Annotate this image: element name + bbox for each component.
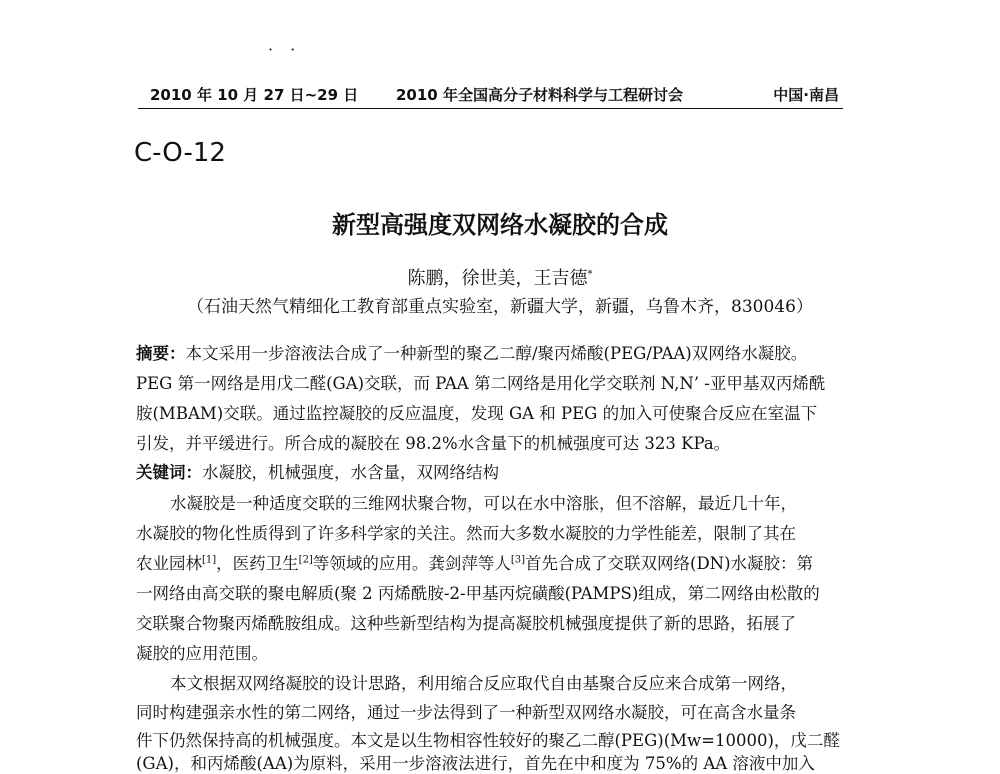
abstract-line-2: PEG 第一网络是用戊二醛(GA)交联，而 PAA 第二网络是用化学交联剂 N,N’ -亚甲基双丙烯酰	[136, 374, 826, 393]
body-p2-line-1: 本文根据双网络凝胶的设计思路，利用缩合反应取代自由基聚合反应来合成第一网络，	[170, 674, 797, 693]
body-p1-line-4: 一网络由高交联的聚电解质(聚 2 丙烯酰胺-2-甲基丙烷磺酸(PAMPS)组成，第二网络由松散的	[136, 584, 820, 603]
author-names: 陈鹏，徐世美，王吉德	[407, 268, 588, 289]
keywords	[136, 459, 856, 483]
body-p2-line-2: 同时构建强亲水性的第二网络，通过一步法得到了一种新型双网络水凝胶，可在高含水量条	[136, 703, 796, 722]
body-p1-text-b: ，医药卫生	[216, 554, 299, 573]
running-header	[138, 82, 843, 109]
abstract-line-3: 胺(MBAM)交联。通过监控凝胶的反应温度，发现 GA 和 PEG 的加入可使聚合反应在室温下	[136, 404, 818, 423]
paper-code: C-O-12	[134, 138, 226, 168]
paper-title: 新型高强度双网络水凝胶的合成	[332, 211, 668, 239]
header-date: 2010 年 10 月 27 日~29 日	[150, 86, 359, 104]
body-p1-text-a: 农业园林	[136, 554, 202, 573]
body-p1-text-d: 首先合成了交联双网络(DN)水凝胶：第	[525, 554, 814, 573]
citation-3: [3]	[510, 554, 526, 566]
body-p1-line-3	[136, 550, 856, 574]
body-p1-line-1: 水凝胶是一种适度交联的三维网状聚合物，可以在水中溶胀，但不溶解，最近几十年，	[170, 494, 797, 513]
keywords-text: 水凝胶，机械强度，水含量，双网络结构	[202, 463, 499, 482]
affiliation: （石油天然气精细化工教育部重点实验室，新疆大学，新疆，乌鲁木齐，830046）	[187, 297, 813, 317]
abstract-label: 摘要：	[136, 344, 186, 363]
author-list	[0, 264, 1000, 290]
body-p1-line-5: 交联聚合物聚丙烯酰胺组成。这种些新型结构为提高凝胶机械强度提供了新的思路，拓展了	[136, 614, 796, 633]
scan-specks: · ·	[268, 40, 302, 59]
body-p1-text-c: 等领域的应用。龚剑萍等人	[312, 554, 511, 573]
body-p1-line-2: 水凝胶的物化性质得到了许多科学家的关注。然而大多数水凝胶的力学性能差，限制了其在	[136, 524, 796, 543]
header-conference: 2010 年全国高分子材料科学与工程研讨会	[396, 86, 683, 104]
citation-1: [1]	[202, 554, 217, 566]
abstract-text: 本文采用一步溶液法合成了一种新型的聚乙二醇/聚丙烯酸(PEG/PAA)双网络水凝胶。	[185, 344, 808, 363]
body-p1-line-6: 凝胶的应用范围。	[136, 644, 268, 663]
citation-2: [2]	[298, 554, 313, 566]
corresponding-mark: *	[587, 269, 593, 280]
body-p2-line-4: (GA)，和丙烯酸(AA)为原料，采用一步溶液法进行，首先在中和度为 75%的 AA 溶液中加入	[136, 754, 815, 773]
abstract-line-1	[136, 340, 856, 364]
body-p2-line-3: 件下仍然保持高的机械强度。本文是以生物相容性较好的聚乙二醇(PEG)(Mw=10000)，戊二醛	[136, 731, 840, 750]
keywords-label: 关键词：	[136, 463, 202, 482]
header-location: 中国·南昌	[773, 86, 839, 104]
abstract-line-4: 引发，并平缓进行。所合成的凝胶在 98.2%水含量下的机械强度可达 323 KPa。	[136, 434, 731, 453]
